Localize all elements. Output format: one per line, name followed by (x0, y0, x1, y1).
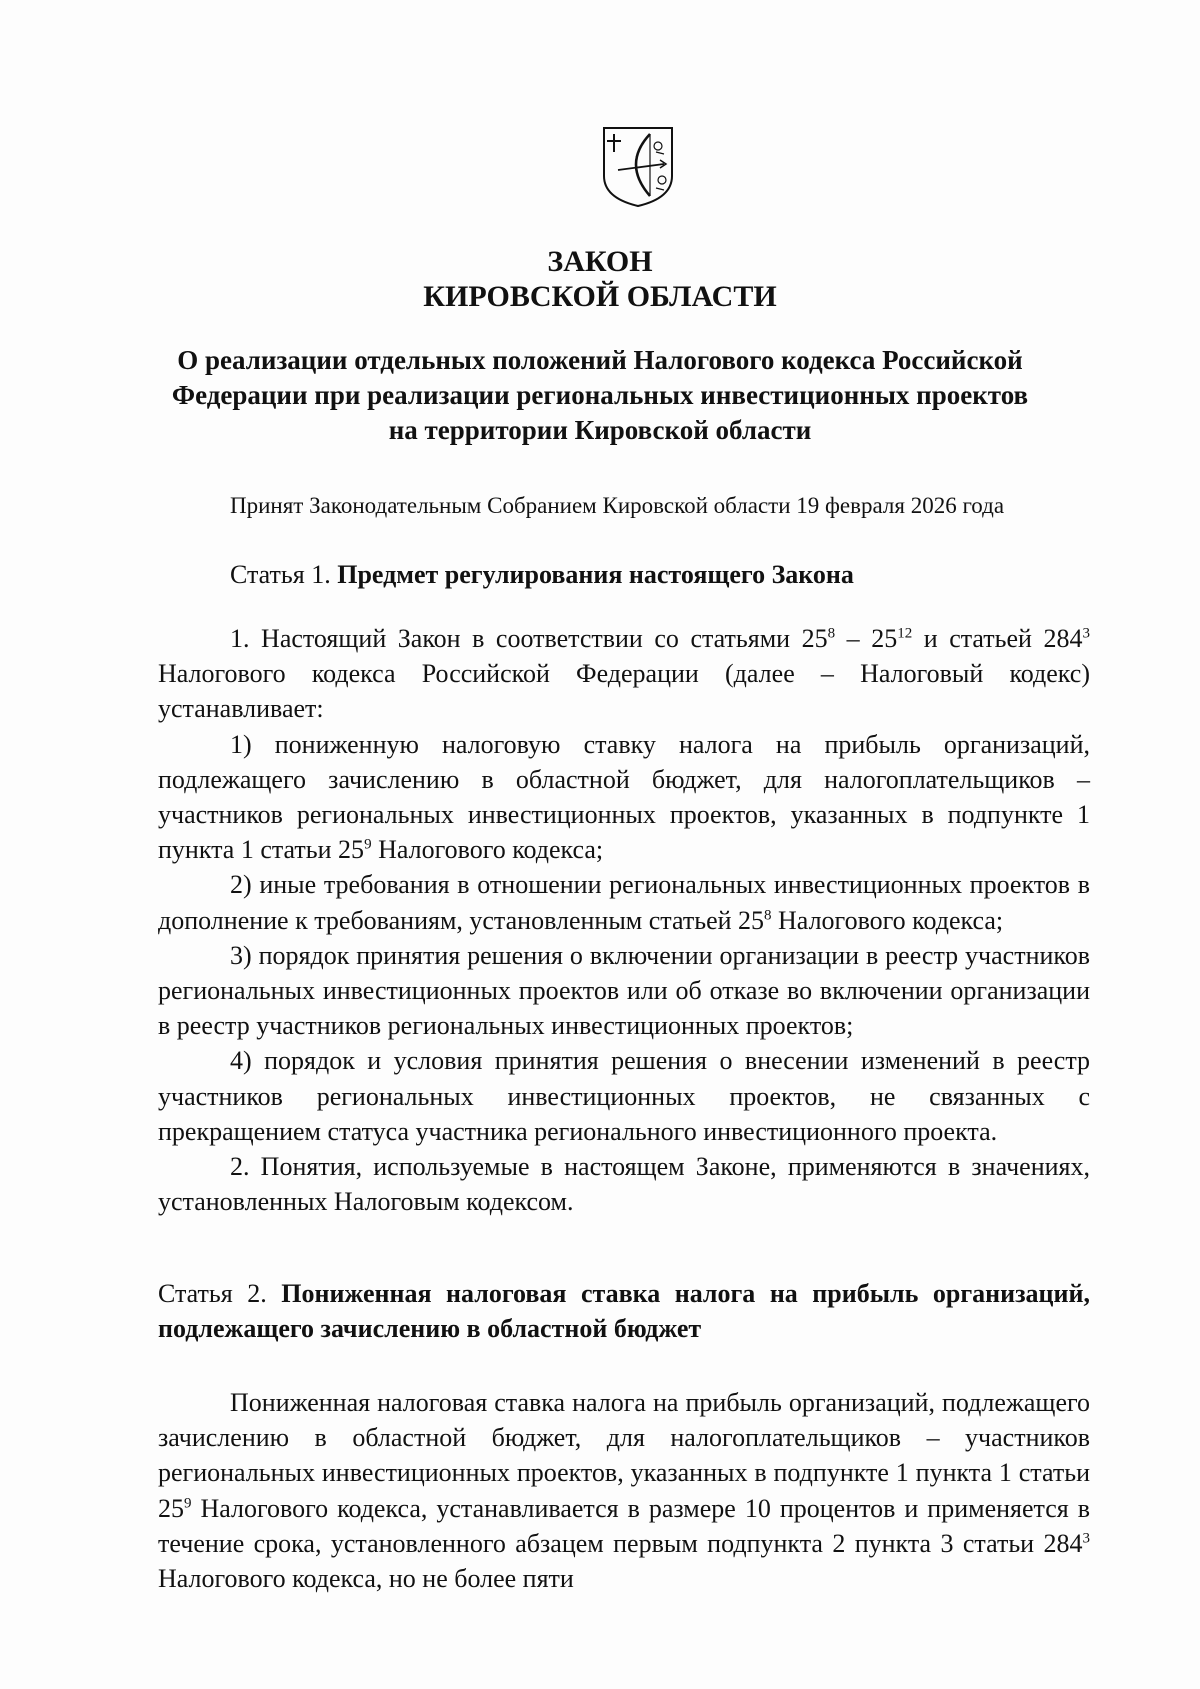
article-1-paragraph-1 (158, 621, 1090, 727)
law-subtitle-line1: О реализации отдельных положений Налогового кодекса Российской (177, 345, 1023, 375)
text-segment: 1) пониженную налоговую ставку налога на прибыль организаций, подлежащего зачислению в областной бюджет, для налогоплательщиков – участников региональных инвестиционных проектов, указанных в подпункте 1 пункта 1 статьи 25 (158, 729, 1090, 865)
superscript: 3 (1082, 1530, 1090, 1547)
superscript: 12 (897, 625, 913, 642)
superscript: 9 (364, 836, 372, 853)
law-title-line1: ЗАКОН (547, 245, 653, 278)
text-segment: 2) иные требования в отношении региональных инвестиционных проектов в дополнение к требованиям, установленным статьей 25 (158, 870, 1090, 935)
adoption-statement: Принят Законодательным Собранием Кировской области 19 февраля 2026 года (230, 493, 1005, 518)
text-segment: – 25 (835, 624, 898, 653)
article-1-body (158, 621, 1090, 1219)
article-1-name: Предмет регулирования настоящего Закона (337, 560, 854, 589)
article-1-item-3: 3) порядок принятия решения о включении организации в реестр участников региональных инвестиционных проектов или об отказе во включении организации в реестр участников региональных инвестиционных проектов; (158, 940, 1090, 1041)
article-1-item-2 (158, 867, 1090, 937)
article-1-item-4: 4) порядок и условия принятия решения о внесении изменений в реестр участников региональных инвестиционных проектов, не связанных с прекращением статуса участника регионального инвестиционного проекта. (158, 1046, 1090, 1146)
text-segment: Налогового кодекса; (371, 835, 604, 865)
article-1-paragraph-2: 2. Понятия, используемые в настоящем Законе, применяются в значениях, установленных Налоговым кодексом. (158, 1152, 1090, 1217)
law-subtitle-line2: Федерации при реализации региональных инвестиционных проектов (171, 380, 1029, 410)
article-1-number: Статья 1. (230, 560, 331, 589)
text-segment: Налогового кодекса; (771, 905, 1004, 935)
text-segment: Налогового кодекса, устанавливается в размере 10 процентов и применяется в течение срока, установленного абзацем первым подпункта 2 пункта 3 статьи 284 (158, 1493, 1090, 1558)
text-segment: 1. Настоящий Закон в соответствии со статьями 25 (230, 624, 828, 653)
law-title (0, 244, 1200, 314)
law-title-line2: КИРОВСКОЙ ОБЛАСТИ (423, 280, 777, 313)
text-segment: Налогового кодекса Российской Федерации (далее – Налоговый кодекс) устанавливает: (158, 659, 1090, 724)
superscript: 3 (1082, 625, 1090, 642)
text-segment: Пониженная налоговая ставка налога на прибыль организаций, подлежащего зачислению в областной бюджет, для налогоплательщиков – участников региональных инвестиционных проектов, указанных в подпункте 1 пункта 1 статьи 25 (158, 1388, 1090, 1523)
article-2-body (158, 1385, 1090, 1596)
coat-of-arms-emblem (600, 124, 676, 208)
superscript: 8 (764, 906, 772, 923)
superscript: 9 (184, 1494, 192, 1511)
coat-of-arms-icon (600, 124, 676, 208)
text-segment: и статьей 284 (912, 624, 1083, 653)
article-2-paragraph-1 (158, 1385, 1090, 1596)
article-2-name: Пониженная налоговая ставка налога на прибыль организаций, подлежащего зачислению в областной бюджет (158, 1279, 1090, 1343)
article-2-heading (158, 1276, 1090, 1346)
article-2-number: Статья 2. (158, 1279, 267, 1308)
article-1-heading (230, 557, 1090, 592)
superscript: 8 (827, 625, 836, 642)
text-segment: Налогового кодекса, но не более пяти (158, 1564, 574, 1594)
article-1-item-1 (158, 727, 1090, 868)
law-subtitle (140, 343, 1060, 448)
law-subtitle-line3: на территории Кировской области (388, 415, 812, 445)
